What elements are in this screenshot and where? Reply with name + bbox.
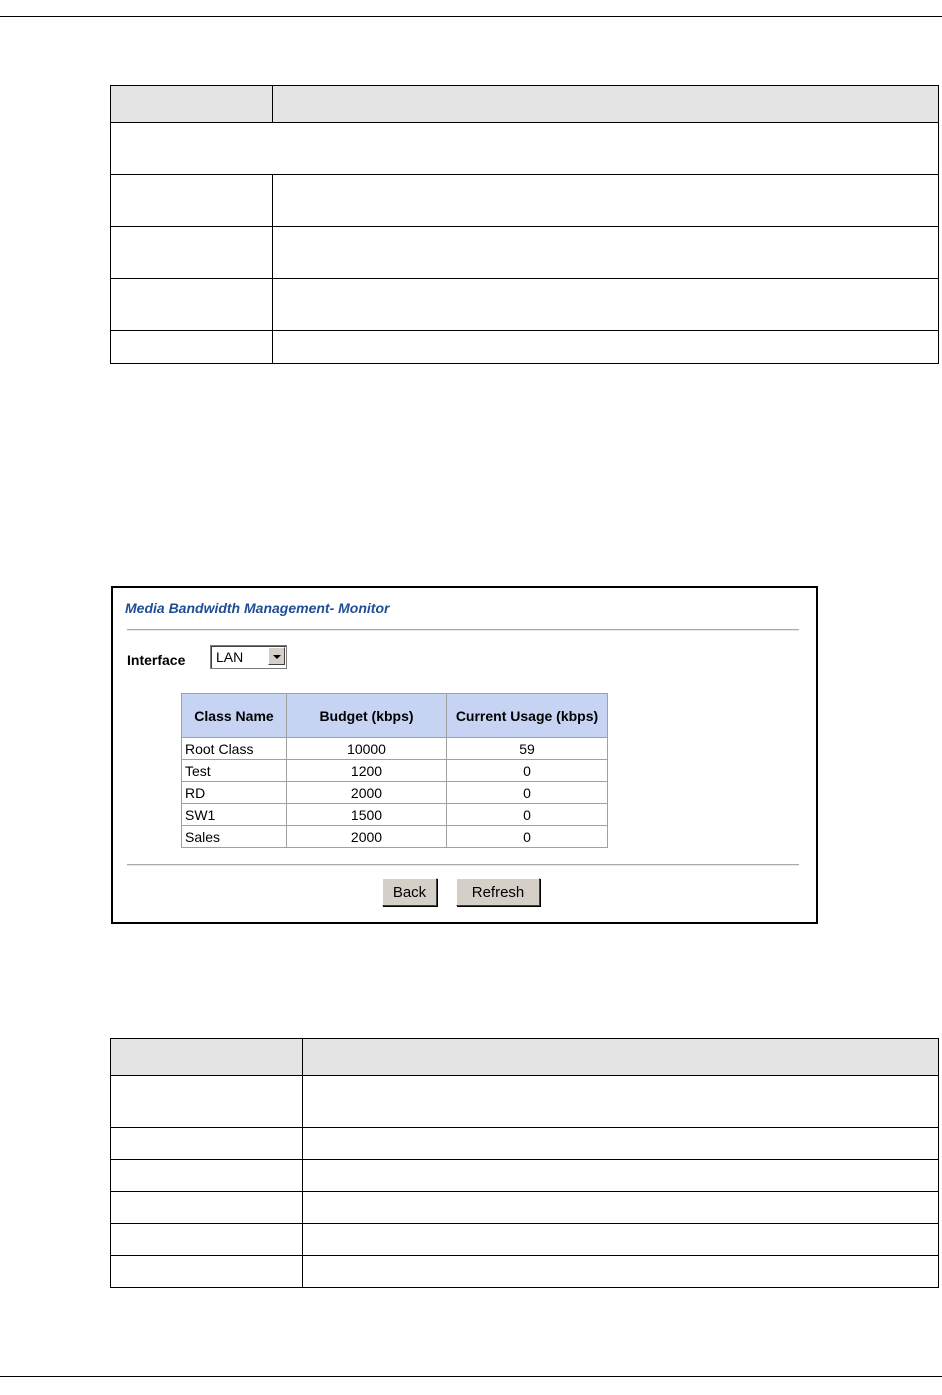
interface-select-value: LAN bbox=[216, 649, 244, 665]
table-header-row bbox=[111, 86, 939, 123]
description-table-upper bbox=[110, 85, 939, 364]
table-row bbox=[111, 1128, 939, 1160]
table-row bbox=[111, 1256, 939, 1288]
chevron-down-icon[interactable] bbox=[268, 647, 285, 665]
table-row bbox=[182, 804, 608, 826]
column-header-current-usage: Current Usage (kbps) bbox=[447, 694, 608, 738]
class-name-cell: SW1 bbox=[182, 804, 287, 826]
budget-cell: 2000 bbox=[287, 826, 447, 848]
header-cell-label bbox=[111, 86, 273, 123]
header-cell-label bbox=[111, 1039, 303, 1076]
budget-cell: 2000 bbox=[287, 782, 447, 804]
title-divider bbox=[127, 629, 799, 631]
table-row bbox=[111, 331, 939, 364]
class-name-cell: Sales bbox=[182, 826, 287, 848]
interface-select[interactable] bbox=[210, 645, 287, 669]
usage-cell: 0 bbox=[447, 760, 608, 782]
budget-cell: 10000 bbox=[287, 738, 447, 760]
table-row bbox=[182, 738, 608, 760]
screen-title: Media Bandwidth Management- Monitor bbox=[125, 600, 390, 616]
column-header-class-name: Class Name bbox=[182, 694, 287, 738]
table-row bbox=[111, 1224, 939, 1256]
monitor-screen bbox=[111, 586, 818, 924]
table-header-row bbox=[111, 1039, 939, 1076]
table-row bbox=[182, 826, 608, 848]
class-name-cell: RD bbox=[182, 782, 287, 804]
table-row bbox=[111, 279, 939, 331]
refresh-button[interactable]: Refresh bbox=[456, 878, 540, 906]
table-row bbox=[111, 123, 939, 175]
table-row bbox=[111, 1160, 939, 1192]
interface-label: Interface bbox=[127, 652, 186, 668]
usage-cell: 0 bbox=[447, 782, 608, 804]
usage-cell: 0 bbox=[447, 826, 608, 848]
description-table-lower bbox=[110, 1038, 939, 1288]
table-row bbox=[111, 175, 939, 227]
usage-cell: 0 bbox=[447, 804, 608, 826]
budget-cell: 1200 bbox=[287, 760, 447, 782]
table-row bbox=[111, 1076, 939, 1128]
table-row bbox=[111, 1192, 939, 1224]
usage-cell: 59 bbox=[447, 738, 608, 760]
header-rule bbox=[0, 16, 942, 17]
back-button[interactable]: Back bbox=[382, 878, 437, 906]
table-row bbox=[111, 227, 939, 279]
class-name-cell: Test bbox=[182, 760, 287, 782]
bottom-divider bbox=[127, 864, 799, 866]
column-header-budget: Budget (kbps) bbox=[287, 694, 447, 738]
header-cell-description bbox=[273, 86, 939, 123]
table-row bbox=[182, 760, 608, 782]
header-cell-description bbox=[303, 1039, 939, 1076]
footer-rule bbox=[0, 1376, 942, 1377]
bandwidth-table bbox=[181, 693, 608, 848]
table-row bbox=[182, 782, 608, 804]
bandwidth-table-header bbox=[182, 694, 608, 738]
budget-cell: 1500 bbox=[287, 804, 447, 826]
class-name-cell: Root Class bbox=[182, 738, 287, 760]
